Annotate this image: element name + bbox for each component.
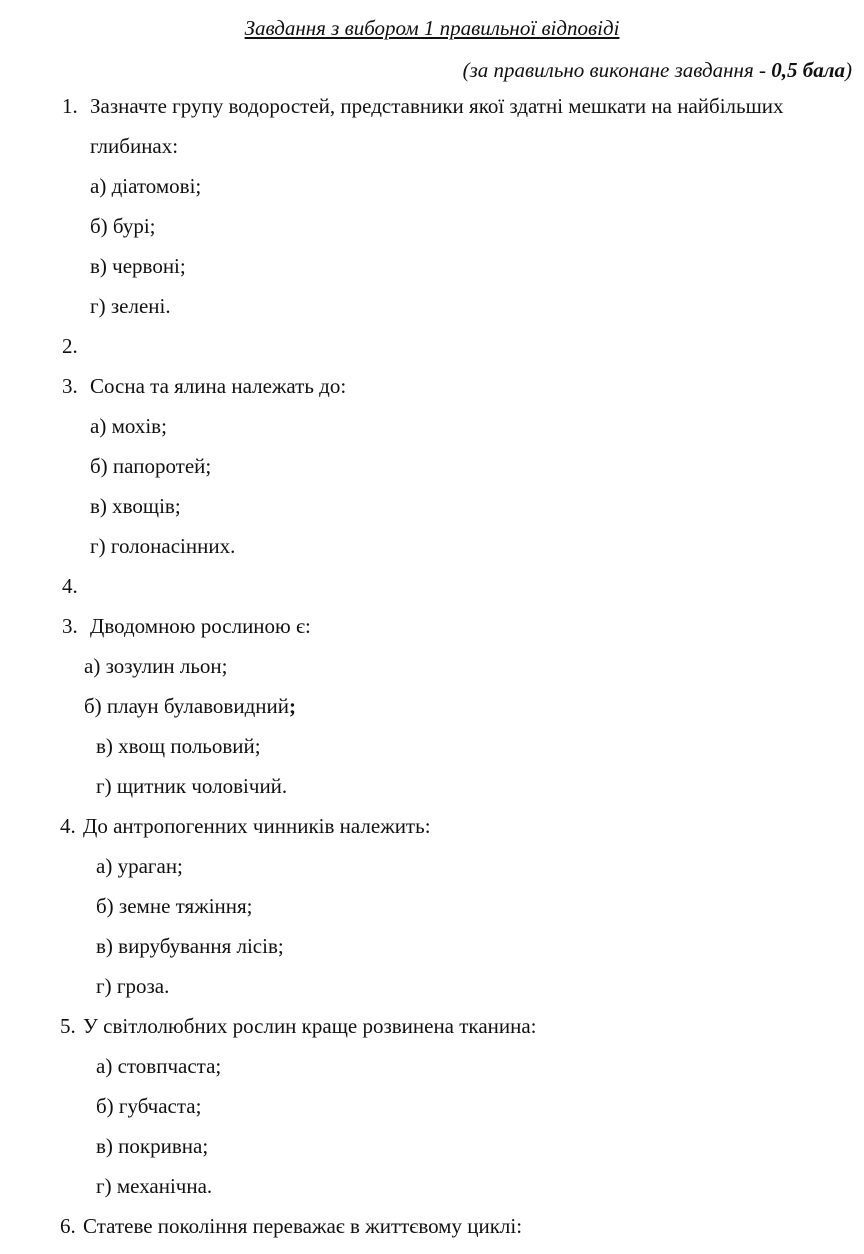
answer-option: б) папоротей; bbox=[90, 454, 212, 478]
answer-option: а) зозулин льон; bbox=[84, 654, 228, 678]
question-text: У світлолюбних рослин краще розвинена тканина: bbox=[83, 1014, 537, 1038]
question-number: 5. bbox=[60, 1014, 76, 1038]
answer-option: в) червоні; bbox=[90, 254, 186, 278]
answer-option: в) хвощів; bbox=[90, 494, 181, 518]
answer-option: а) стовпчаста; bbox=[96, 1054, 222, 1078]
answer-option: б) бурі; bbox=[90, 214, 156, 238]
answer-option: г) гроза. bbox=[96, 974, 170, 998]
question-number: 3. bbox=[62, 614, 78, 638]
question-text: Статеве покоління переважає в життєвому циклі: bbox=[83, 1214, 523, 1238]
answer-option: в) хвощ польовий; bbox=[96, 734, 261, 758]
question-number: 1. bbox=[62, 94, 78, 118]
answer-option: б) губчаста; bbox=[96, 1094, 202, 1118]
points-value: 0,5 бала bbox=[771, 58, 845, 82]
question-text: Сосна та ялина належать до: bbox=[90, 374, 347, 398]
question-number: 6. bbox=[60, 1214, 76, 1238]
answer-option: б) земне тяжіння; bbox=[96, 894, 253, 918]
answer-option: а) ураган; bbox=[96, 854, 183, 878]
points-note bbox=[463, 58, 852, 82]
answer-option-semicolon: ; bbox=[288, 694, 296, 718]
answer-option: а) мохів; bbox=[90, 414, 167, 438]
answer-option: г) щитник чоловічий. bbox=[96, 774, 288, 798]
question-number: 4. bbox=[62, 574, 78, 598]
answer-option bbox=[84, 694, 296, 718]
question-number: 3. bbox=[62, 374, 78, 398]
question-text: До антропогенних чинників належить: bbox=[83, 814, 431, 838]
answer-option: в) покривна; bbox=[96, 1134, 209, 1158]
question-text-continued: глибинах: bbox=[90, 134, 179, 158]
answer-option: а) діатомові; bbox=[90, 174, 202, 198]
answer-option: г) голонасінних. bbox=[90, 534, 236, 558]
answer-option-text: б) плаун булавовидний bbox=[84, 694, 289, 718]
answer-option: г) механічна. bbox=[96, 1174, 213, 1198]
question-number: 2. bbox=[62, 334, 78, 358]
question-number: 4. bbox=[60, 814, 76, 838]
points-note-suffix: ) bbox=[845, 58, 852, 82]
answer-option: г) зелені. bbox=[90, 294, 171, 318]
section-title: Завдання з вибором 1 правильної відповіді bbox=[244, 16, 620, 40]
question-text: Зазначте групу водоростей, представники якої здатні мешкати на найбільших bbox=[90, 94, 784, 118]
answer-option: в) вирубування лісів; bbox=[96, 934, 284, 958]
question-text: Дводомною рослиною є: bbox=[90, 614, 311, 638]
points-note-prefix: (за правильно виконане завдання - bbox=[462, 58, 772, 82]
